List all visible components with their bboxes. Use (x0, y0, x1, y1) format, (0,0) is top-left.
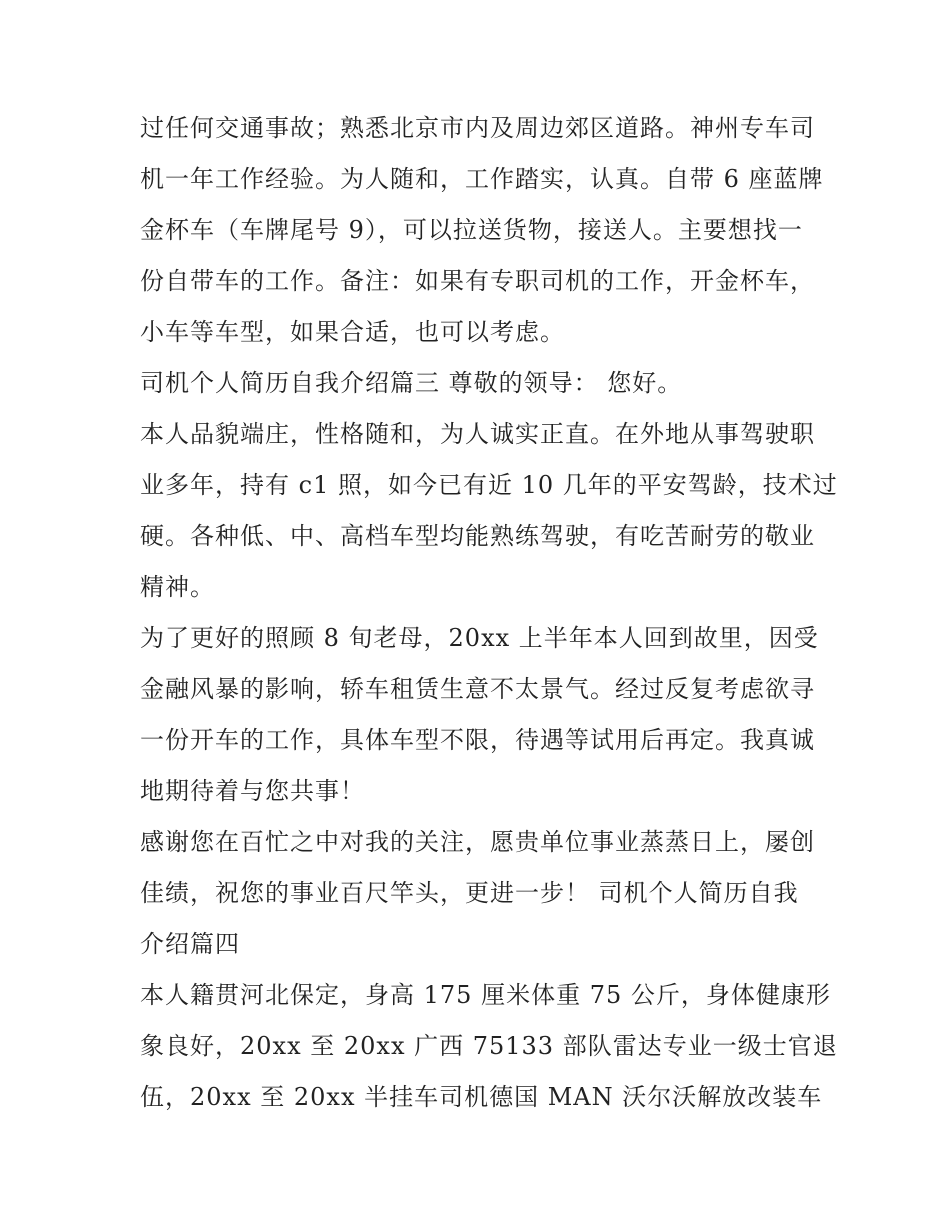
text-line: 伍，20xx 至 20xx 半挂车司机德国 MAN 沃尔沃解放改装车 (140, 1083, 823, 1111)
paragraph-thanks (140, 817, 830, 970)
text-line: 精神。 (140, 573, 215, 601)
paragraph-section-three-heading (140, 358, 830, 409)
text-line: 司机个人简历自我介绍篇三 尊敬的领导： 您好。 (140, 369, 683, 397)
text-line: 过任何交通事故；熟悉北京市内及周边郊区道路。神州专车司 (140, 114, 815, 142)
text-line: 本人品貌端庄，性格随和，为人诚实正直。在外地从事驾驶职 (140, 420, 815, 448)
text-line: 金融风暴的影响，轿车租赁生意不太景气。经过反复考虑欲寻 (140, 675, 815, 703)
text-line: 地期待着与您共事！ (140, 777, 365, 805)
paragraph-driver-experience (140, 103, 830, 358)
text-line: 佳绩，祝您的事业百尺竿头，更进一步！ 司机个人简历自我 (140, 879, 799, 907)
text-line: 硬。各种低、中、高档车型均能熟练驾驶，有吃苦耐劳的敬业 (140, 522, 815, 550)
paragraph-personal-qualities (140, 409, 838, 613)
text-line: 业多年，持有 c1 照，如今已有近 10 几年的平安驾龄，技术过 (140, 471, 838, 499)
text-line: 本人籍贯河北保定，身高 175 厘米体重 75 公斤，身体健康形 (140, 981, 831, 1009)
text-line: 为了更好的照顾 8 旬老母，20xx 上半年本人回到故里，因受 (140, 624, 819, 652)
paragraph-job-seeking (140, 613, 830, 817)
text-line: 介绍篇四 (140, 930, 240, 958)
paragraph-section-four-profile (140, 970, 838, 1123)
text-line: 小车等车型，如果合适，也可以考虑。 (140, 318, 565, 346)
text-line: 感谢您在百忙之中对我的关注，愿贵单位事业蒸蒸日上，屡创 (140, 828, 815, 856)
text-line: 份自带车的工作。备注：如果有专职司机的工作，开金杯车， (140, 267, 815, 295)
text-line: 一份开车的工作，具体车型不限，待遇等试用后再定。我真诚 (140, 726, 815, 754)
text-line: 象良好，20xx 至 20xx 广西 75133 部队雷达专业一级士官退 (140, 1032, 838, 1060)
text-line: 机一年工作经验。为人随和，工作踏实，认真。自带 6 座蓝牌 (140, 165, 824, 193)
text-line: 金杯车（车牌尾号 9），可以拉送货物，接送人。主要想找一 (140, 216, 803, 244)
document-body (140, 103, 838, 1123)
